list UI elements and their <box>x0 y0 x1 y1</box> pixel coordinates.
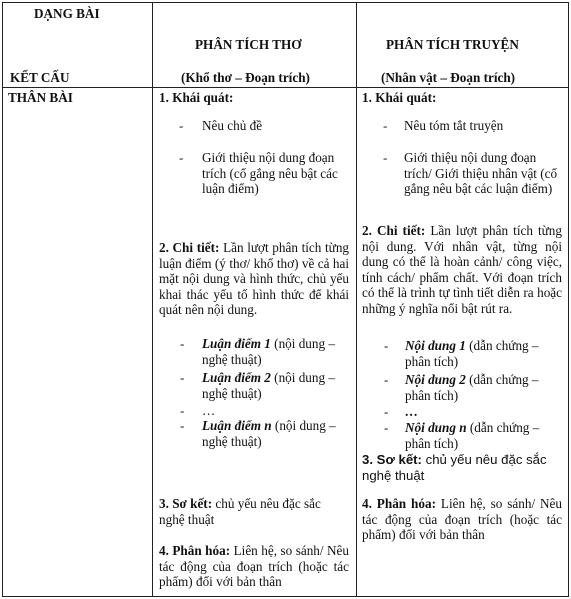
story-s2-bullet-1: - <box>384 338 389 353</box>
story-s2-bullet-4: - <box>384 420 389 435</box>
story-s1-bullet-1: - <box>383 118 388 133</box>
poem-s2-bullet-3: - <box>180 403 185 418</box>
story-s1-item-2: Giới thiệu nội dung đoạn trích/ Giới thiệu nhân vật (cố gắng nêu bật các luận điểm) <box>404 150 558 197</box>
table-divider-2 <box>356 2 357 597</box>
poem-s2-bullet-2: - <box>180 370 185 385</box>
table-border-bottom <box>2 596 569 597</box>
table-divider-1 <box>152 2 153 597</box>
table-border-top <box>2 2 569 3</box>
poem-s2-item-2-bold: Luận điểm 2 <box>202 370 271 385</box>
story-s2-item-4-rest: (dẫn chứng – phân tích) <box>405 420 540 451</box>
story-s2-text: Lần lượt phân tích từng nội dung. Với nhân vật, từng nội dung có thể là hoàn cảnh/ công việc, tính cách/ phẩm chất. Với đoạn trích có thể là trình tự tình tiết diễn ra hoặc những ý nghĩa nổi bật rút ra. <box>362 223 562 316</box>
poem-s2-item-1 <box>202 336 350 367</box>
poem-s2-item-1-rest: (nội dung – nghệ thuật) <box>202 336 335 367</box>
story-s3-title: 3. Sơ kết: <box>362 452 422 467</box>
story-s1-bullet-2: - <box>383 150 388 165</box>
table-border-left <box>2 2 3 597</box>
poem-s2-text: Lần lượt phân tích từng luận điểm (ý thơ/ khổ thơ) về cả hai mặt nội dung và hình thức, chủ yếu khai thác yếu tố hình thức để khái quát nên nội dung. <box>159 240 350 318</box>
poem-s2-item-3-text: … <box>202 403 216 418</box>
story-s2-item-1 <box>405 338 563 369</box>
story-s1-item-1: Nêu tóm tắt truyện <box>404 118 504 133</box>
row-label-body: THÂN BÀI <box>8 90 73 105</box>
table-border-right <box>568 2 569 597</box>
poem-s2-title: 2. Chi tiết: <box>159 240 220 255</box>
poem-s3-title: 3. Sơ kết: <box>159 496 213 511</box>
story-s2-item-2 <box>405 372 563 403</box>
story-s3-paragraph <box>362 452 562 483</box>
poem-s1-item-1: Nêu chủ đề <box>202 118 263 133</box>
story-column-title: PHÂN TÍCH TRUYỆN <box>386 37 519 52</box>
poem-s2-item-1-bold: Luận điểm 1 <box>202 336 271 351</box>
poem-s2-item-2 <box>202 370 350 401</box>
poem-s3-text: chủ yếu nêu đặc sắc nghệ thuật <box>159 496 321 527</box>
story-column-subtitle: (Nhân vật – Đoạn trích) <box>381 70 516 85</box>
story-s1-title: 1. Khái quát: <box>362 90 437 105</box>
poem-s2-item-2-rest: (nội dung – nghệ thuật) <box>202 370 335 401</box>
story-s2-item-4-bold: Nội dung n <box>405 420 467 435</box>
poem-s1-bullet-2: - <box>179 150 184 165</box>
poem-s4-title: 4. Phân hóa: <box>159 543 231 558</box>
story-s4-paragraph <box>362 496 562 543</box>
poem-s4-paragraph <box>159 543 349 590</box>
story-s2-paragraph <box>362 223 562 317</box>
poem-s2-item-4 <box>202 418 350 449</box>
story-s2-bullet-2: - <box>384 372 389 387</box>
story-s2-item-1-bold: Nội dung 1 <box>405 338 466 353</box>
poem-s2-item-4-rest: (nội dung – nghệ thuật) <box>202 418 336 449</box>
poem-s4-text: Liên hệ, so sánh/ Nêu tác động của đoạn trích (hoặc tác phẩm) đối với bản thân <box>159 543 350 590</box>
story-s2-item-2-bold: Nội dung 2 <box>405 372 466 387</box>
story-s2-item-1-rest: (dẫn chứng – phân tích) <box>405 338 539 369</box>
poem-column-subtitle: (Khổ thơ – Đoạn trích) <box>181 70 310 85</box>
poem-s1-title: 1. Khái quát: <box>159 90 234 105</box>
poem-s1-bullet-1: - <box>179 118 184 133</box>
header-separator <box>2 87 569 88</box>
poem-column-title: PHÂN TÍCH THƠ <box>195 37 302 52</box>
header-structure-label: KẾT CẤU <box>10 70 70 85</box>
story-s2-item-2-rest: (dẫn chứng – phân tích) <box>405 372 539 403</box>
poem-s2-paragraph <box>159 240 349 318</box>
header-type-label: DẠNG BÀI <box>34 6 100 21</box>
story-s4-text: Liên hệ, so sánh/ Nêu tác động của đoạn trích (hoặc tác phẩm) đối với bản thân <box>362 496 563 543</box>
story-s2-item-4 <box>405 420 563 451</box>
story-s2-bullet-3: - <box>384 404 389 419</box>
poem-s2-item-4-bold: Luận điểm n <box>202 418 272 433</box>
story-s2-item-3 <box>405 404 563 420</box>
poem-s2-bullet-4: - <box>180 418 185 433</box>
poem-s2-bullet-1: - <box>180 336 185 351</box>
story-s4-title: 4. Phân hóa: <box>362 496 436 511</box>
poem-s2-item-3 <box>202 403 350 419</box>
story-s3-text: chủ yếu nêu đặc sắc nghệ thuật <box>362 452 547 483</box>
story-s2-item-3-bold: … <box>405 404 419 419</box>
story-s2-title: 2. Chi tiết: <box>362 223 426 238</box>
poem-s1-item-2: Giới thiệu nội dung đoạn trích (cố gắng nêu bật các luận điểm) <box>202 150 338 197</box>
poem-s3-paragraph <box>159 496 349 527</box>
